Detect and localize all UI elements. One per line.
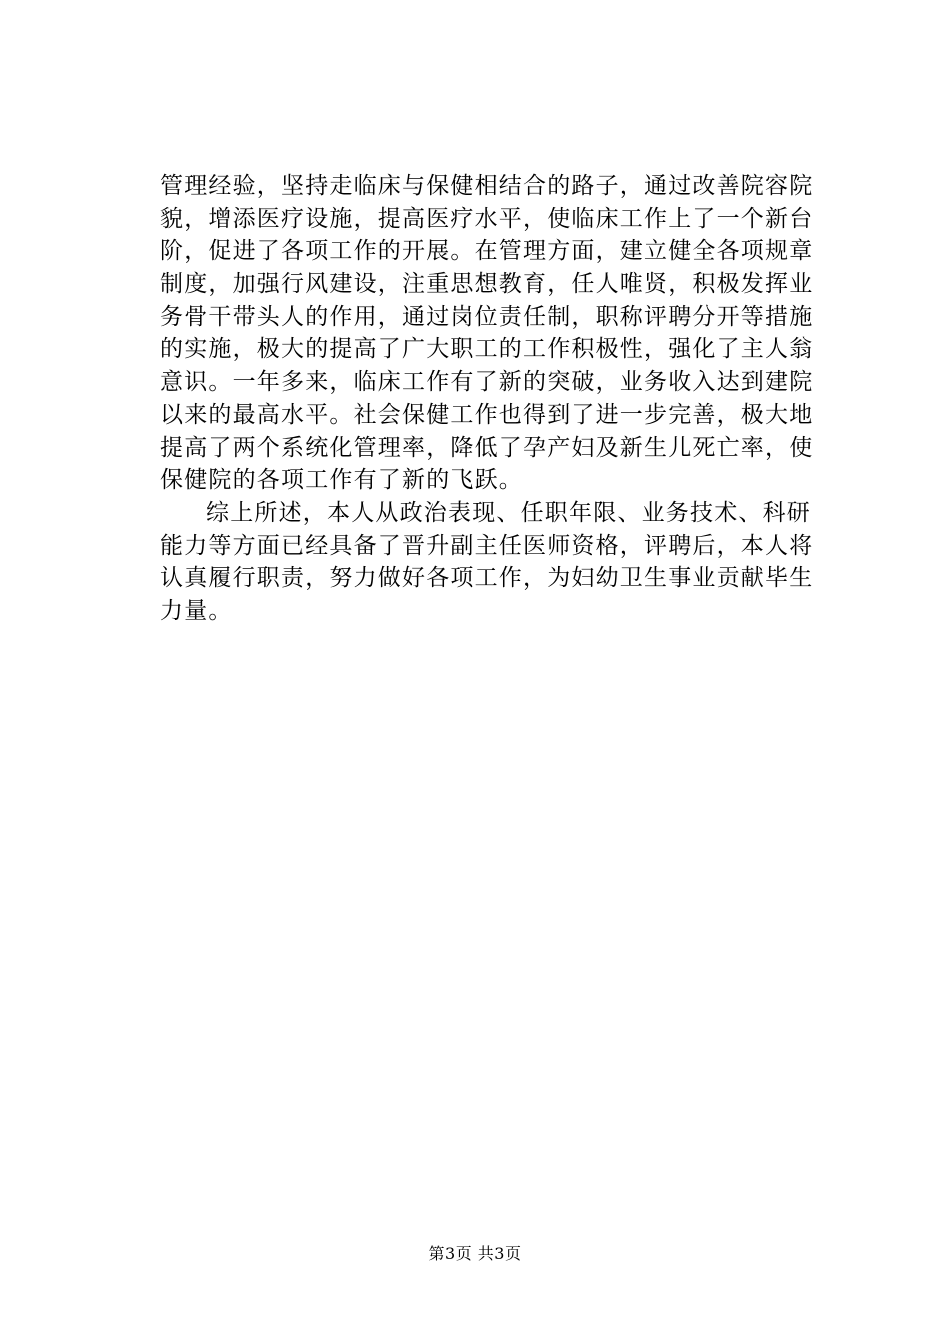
paragraph-1-line-5: 务骨干带头人的作用，通过岗位责任制，职称评聘分开等措施 <box>160 303 814 330</box>
paragraph-1-line-3: 阶，促进了各项工作的开展。在管理方面，建立健全各项规章 <box>160 238 814 265</box>
paragraph-2-line-3: 认真履行职责，努力做好各项工作，为妇幼卫生事业贡献毕生 <box>160 565 814 592</box>
paragraph-2-line-2: 能力等方面已经具备了晋升副主任医师资格，评聘后，本人将 <box>160 532 814 559</box>
paragraph-1-line-10: 保健院的各项工作有了新的飞跃。 <box>160 467 523 494</box>
document-body <box>160 170 814 628</box>
page-number-footer: 第3页 共3页 <box>428 1244 522 1263</box>
paragraph-1-line-8: 以来的最高水平。社会保健工作也得到了进一步完善，极大地 <box>160 401 814 428</box>
paragraph-1-line-7: 意识。一年多来，临床工作有了新的突破，业务收入达到建院 <box>160 369 814 396</box>
paragraph-1-line-9: 提高了两个系统化管理率，降低了孕产妇及新生儿死亡率，使 <box>160 434 814 461</box>
paragraph-1-line-6: 的实施，极大的提高了广大职工的工作积极性，强化了主人翁 <box>160 336 814 363</box>
paragraph-1-line-4: 制度，加强行风建设，注重思想教育，任人唯贤，积极发挥业 <box>160 271 814 298</box>
paragraph-1-line-1: 管理经验，坚持走临床与保健相结合的路子，通过改善院容院 <box>160 173 814 199</box>
paragraph-1-line-2: 貌，增添医疗设施，提高医疗水平，使临床工作上了一个新台 <box>160 205 814 232</box>
paragraph-2-line-1: 综上所述，本人从政治表现、任职年限、业务技术、科研 <box>206 499 811 526</box>
paragraph-2-line-4: 力量。 <box>160 597 233 624</box>
